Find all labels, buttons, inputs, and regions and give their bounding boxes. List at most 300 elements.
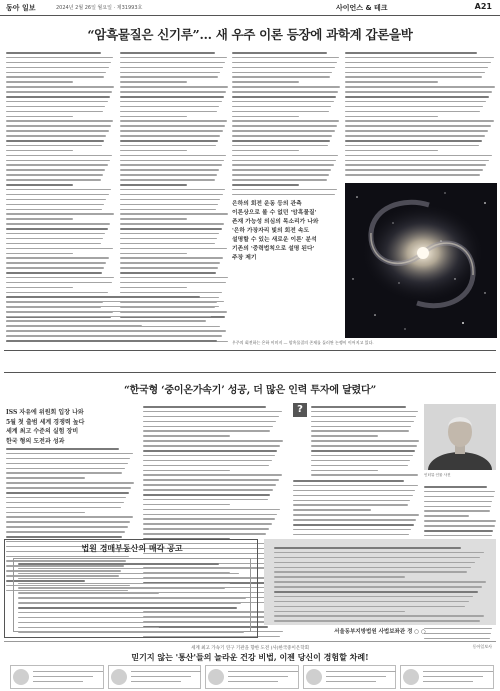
text-line — [120, 204, 218, 206]
text-line — [6, 204, 104, 206]
text-line — [311, 474, 418, 476]
text-line — [6, 125, 111, 127]
text-line — [6, 487, 131, 489]
text-line — [120, 67, 223, 69]
court-auction-table — [13, 558, 251, 632]
book-cover-icon — [13, 669, 29, 685]
article1-text-column-5 — [6, 296, 226, 345]
text-line — [232, 125, 337, 127]
text-line — [6, 72, 106, 74]
text-line — [143, 484, 276, 486]
text-line — [345, 67, 488, 69]
book-cover-icon — [208, 669, 224, 685]
text-line — [6, 57, 113, 59]
text-line — [6, 448, 119, 450]
text-line — [143, 421, 276, 423]
text-line — [232, 57, 339, 59]
advertisement-item — [303, 665, 397, 689]
text-line — [424, 496, 494, 498]
text-line — [6, 218, 73, 220]
text-line — [274, 567, 471, 569]
text-line — [6, 111, 103, 113]
text-line — [232, 130, 335, 132]
text-line — [18, 583, 230, 585]
text-line — [6, 492, 129, 494]
text-line — [6, 453, 133, 455]
text-line — [6, 238, 103, 240]
text-line — [120, 116, 187, 118]
text-line — [274, 596, 473, 598]
text-line — [232, 194, 335, 196]
text-line — [143, 411, 282, 413]
text-line — [311, 426, 411, 428]
notice-graphic-lines — [274, 547, 486, 625]
text-line — [6, 516, 133, 518]
text-line — [274, 606, 465, 608]
text-line — [120, 213, 228, 215]
text-line — [232, 150, 299, 152]
text-line — [232, 81, 299, 83]
text-line — [311, 470, 378, 472]
text-line — [311, 455, 413, 457]
text-line — [345, 145, 479, 147]
text-line — [143, 528, 269, 530]
text-line — [143, 440, 283, 442]
text-line — [293, 485, 418, 487]
text-line — [6, 482, 134, 484]
text-line — [345, 116, 438, 118]
text-line — [6, 184, 73, 186]
text-line — [424, 510, 490, 512]
text-line — [6, 116, 73, 118]
health-advertisement — [4, 641, 496, 689]
notice-signature: 서울동부지방법원 사법보좌관 정 ○ ○ — [334, 629, 426, 635]
text-line — [143, 430, 270, 432]
text-line — [293, 519, 416, 521]
text-line — [232, 189, 337, 191]
text-line — [120, 76, 218, 78]
advertisement-tagline: 세계 최고 가속기 연구 기관을 향한 도전 (사)한국중이온학회 — [191, 646, 309, 651]
text-line — [6, 301, 224, 303]
text-line — [345, 164, 486, 166]
text-line — [143, 504, 230, 506]
text-line — [274, 601, 469, 603]
text-line — [232, 184, 299, 186]
text-line — [6, 145, 102, 147]
text-line — [18, 568, 244, 570]
text-line — [143, 406, 266, 408]
text-line — [120, 86, 228, 88]
text-line — [120, 140, 218, 142]
section-divider — [4, 350, 496, 351]
text-line — [232, 155, 338, 157]
text-line — [6, 223, 110, 225]
text-line — [120, 96, 224, 98]
text-line — [424, 486, 487, 488]
text-line — [293, 529, 411, 531]
text-line — [232, 86, 340, 88]
text-line — [120, 243, 215, 245]
text-line — [120, 262, 220, 264]
text-line — [18, 607, 237, 609]
text-line — [6, 169, 105, 171]
text-line — [232, 101, 334, 103]
text-line — [293, 500, 410, 502]
text-line — [6, 199, 106, 201]
text-line — [120, 248, 227, 250]
text-line — [232, 76, 330, 78]
notice-graphic — [264, 539, 496, 625]
text-line — [345, 169, 483, 171]
text-line — [6, 340, 217, 342]
text-line — [18, 602, 241, 604]
text-line — [143, 450, 277, 452]
text-line — [120, 272, 216, 274]
page-number: A21 — [474, 2, 492, 11]
text-line — [143, 509, 280, 511]
text-line — [6, 287, 73, 289]
text-line — [345, 76, 482, 78]
text-line — [120, 223, 224, 225]
text-line — [6, 140, 104, 142]
text-line — [293, 490, 415, 492]
text-line — [6, 67, 109, 69]
book-cover-icon — [403, 669, 419, 685]
text-line — [120, 228, 222, 230]
text-line — [424, 501, 492, 503]
text-line — [120, 125, 225, 127]
text-line — [120, 150, 187, 152]
text-line — [424, 515, 469, 517]
text-line — [120, 253, 187, 255]
text-line — [6, 311, 215, 313]
text-line — [274, 547, 461, 549]
article1-text-column-4 — [345, 52, 495, 179]
book-cover-icon — [111, 669, 127, 685]
text-line — [6, 296, 200, 298]
text-line — [6, 62, 111, 64]
advertisement-headline: 믿기지 않는 '통산'들의 놀라운 건강 비법, 이젠 당신이 경험할 차례! — [131, 652, 369, 662]
text-line — [120, 179, 215, 181]
text-line — [345, 57, 494, 59]
text-line — [345, 140, 482, 142]
text-line — [232, 67, 335, 69]
text-line — [143, 523, 272, 525]
text-line — [6, 507, 121, 509]
portrait-photo — [424, 404, 496, 470]
text-line — [6, 243, 101, 245]
text-line — [345, 62, 491, 64]
text-line — [18, 597, 246, 599]
article2-headline: “한국형 ‘중이온가속기’ 성공, 더 많은 인력 투자에 달렸다” — [123, 385, 377, 396]
text-line — [232, 140, 330, 142]
text-line — [143, 499, 268, 501]
text-line — [232, 164, 334, 166]
section-divider — [4, 372, 496, 373]
text-line — [6, 101, 108, 103]
text-line — [18, 622, 223, 624]
text-line — [6, 155, 112, 157]
text-line — [120, 72, 220, 74]
text-line — [311, 440, 419, 442]
text-line — [6, 330, 226, 332]
text-line — [6, 164, 108, 166]
text-line — [6, 253, 73, 255]
galaxy-photo — [345, 183, 497, 338]
advertisement-item — [10, 665, 104, 689]
text-line — [311, 406, 406, 408]
text-line — [311, 465, 408, 467]
text-line — [424, 506, 491, 508]
text-line — [345, 130, 488, 132]
text-line — [232, 111, 329, 113]
text-line — [311, 460, 410, 462]
text-line — [120, 189, 225, 191]
text-line — [18, 631, 244, 633]
text-line — [232, 72, 332, 74]
text-line — [6, 52, 101, 54]
text-line — [6, 325, 142, 327]
text-line — [120, 52, 215, 54]
text-line — [6, 86, 114, 88]
text-line — [424, 520, 496, 522]
text-line — [6, 228, 108, 230]
text-line — [120, 282, 226, 284]
court-auction-rows — [18, 563, 246, 636]
text-line — [232, 174, 329, 176]
text-line — [6, 477, 85, 479]
text-line — [6, 316, 211, 318]
text-line — [6, 272, 102, 274]
text-line — [143, 533, 266, 535]
text-line — [232, 106, 331, 108]
text-line — [6, 306, 219, 308]
issue-date: 2024년 2월 26일 월요일 · 제31993호 — [56, 5, 143, 11]
text-line — [293, 524, 414, 526]
text-line — [120, 130, 223, 132]
text-line — [6, 179, 101, 181]
text-line — [274, 620, 480, 622]
text-line — [232, 52, 327, 54]
text-line — [311, 416, 416, 418]
text-line — [120, 164, 222, 166]
text-line — [6, 81, 73, 83]
text-line — [232, 116, 299, 118]
text-line — [120, 62, 225, 64]
text-line — [120, 267, 218, 269]
text-line — [143, 494, 270, 496]
text-line — [120, 169, 219, 171]
text-line — [6, 536, 122, 538]
text-line — [143, 460, 272, 462]
text-line — [345, 86, 495, 88]
text-line — [120, 91, 226, 93]
text-line — [6, 458, 130, 460]
text-line — [311, 421, 414, 423]
pullquote-line: 은하의 회전 운동 등의 관측 — [232, 201, 302, 207]
question-mark-icon: ? — [293, 403, 307, 417]
article1-pullquote — [232, 200, 345, 263]
text-line — [232, 179, 327, 181]
text-line — [6, 292, 108, 294]
text-line — [6, 262, 106, 264]
text-line — [274, 557, 480, 559]
text-line — [274, 562, 475, 564]
text-line — [143, 445, 280, 447]
book-cover-icon — [306, 669, 322, 685]
text-line — [6, 521, 130, 523]
advertiser-seal: 동아일보사 — [472, 644, 492, 649]
article2-subhead — [6, 408, 134, 446]
text-line — [18, 573, 239, 575]
text-line — [143, 455, 275, 457]
text-line — [143, 489, 273, 491]
subhead-line: 세계 최고 수준의 실험 장비 — [6, 428, 79, 436]
text-line — [120, 292, 222, 294]
subhead-line: 한국 형의 도전과 성과 — [6, 437, 65, 445]
text-line — [232, 160, 336, 162]
text-line — [311, 411, 418, 413]
section-title: 사이언스 & 테크 — [336, 4, 388, 12]
text-line — [6, 267, 104, 269]
text-line — [232, 120, 339, 122]
text-line — [6, 531, 125, 533]
text-line — [293, 534, 409, 536]
text-line — [424, 525, 495, 527]
text-line — [120, 218, 187, 220]
text-line — [18, 578, 235, 580]
pullquote-line: 기존의 '중력법칙으로 설명 된다' — [232, 246, 315, 252]
text-line — [120, 174, 217, 176]
text-line — [232, 62, 337, 64]
text-line — [232, 145, 328, 147]
text-line — [345, 101, 486, 103]
text-line — [293, 495, 413, 497]
subhead-line: 5월 첫 출범 세계 경쟁력 높다 — [6, 418, 85, 426]
text-line — [232, 91, 338, 93]
pullquote-line: '은하 가장자리 빛의 회전 속도 — [232, 228, 310, 234]
text-line — [232, 96, 336, 98]
article1-headline: “암흑물질은 신기루”… 새 우주 이론 등장에 과학계 갑론을박 — [87, 27, 413, 42]
text-line — [424, 491, 495, 493]
text-line — [6, 106, 105, 108]
pullquote-line: 존재 가능성 의심의 목소리가 나와 — [232, 219, 319, 225]
text-line — [6, 209, 102, 211]
text-line — [120, 184, 187, 186]
text-line — [143, 474, 282, 476]
text-line — [274, 552, 484, 554]
text-line — [232, 169, 331, 171]
pullquote-line: 설명할 수 있는 새로운 이론' 분석 — [232, 237, 317, 243]
article2-text-column-3 — [311, 406, 419, 479]
text-line — [424, 535, 492, 537]
text-line — [6, 174, 103, 176]
text-line — [120, 145, 216, 147]
text-line — [6, 463, 128, 465]
text-line — [424, 638, 490, 640]
text-line — [345, 160, 489, 162]
text-line — [293, 504, 408, 506]
text-line — [311, 435, 378, 437]
text-line — [6, 468, 125, 470]
text-line — [6, 189, 111, 191]
article1-text-column-3 — [232, 52, 340, 199]
text-line — [18, 563, 219, 565]
text-line — [120, 257, 223, 259]
text-line — [345, 125, 491, 127]
text-line — [120, 199, 220, 201]
text-line — [120, 238, 217, 240]
text-line — [18, 592, 159, 594]
text-line — [345, 174, 480, 176]
text-line — [120, 209, 216, 211]
text-line — [6, 257, 109, 259]
text-line — [274, 615, 484, 617]
text-line — [274, 571, 467, 573]
text-line — [120, 194, 223, 196]
text-line — [120, 57, 227, 59]
portrait-caption: 인터뷰 인물 사진 — [424, 473, 451, 477]
text-line — [345, 81, 438, 83]
text-line — [345, 106, 483, 108]
text-line — [18, 627, 159, 629]
text-line — [18, 617, 228, 619]
text-line — [311, 445, 417, 447]
text-line — [120, 160, 224, 162]
text-line — [6, 497, 126, 499]
text-line — [274, 576, 405, 578]
text-line — [6, 277, 114, 279]
text-line — [143, 479, 279, 481]
text-line — [143, 435, 230, 437]
text-line — [345, 150, 438, 152]
text-line — [143, 465, 269, 467]
text-line — [143, 426, 273, 428]
text-line — [6, 213, 114, 215]
text-line — [6, 233, 105, 235]
text-line — [120, 155, 226, 157]
text-line — [120, 233, 219, 235]
newspaper-name: 동아 일보 — [6, 4, 36, 12]
text-line — [120, 101, 222, 103]
text-line — [293, 514, 419, 516]
advertisement-items — [10, 665, 494, 689]
text-line — [120, 111, 217, 113]
text-line — [18, 612, 232, 614]
text-line — [120, 106, 219, 108]
text-line — [6, 472, 122, 474]
pullquote-line: 주장 제기 — [232, 255, 257, 261]
text-line — [6, 194, 109, 196]
text-line — [120, 287, 187, 289]
text-line — [311, 430, 409, 432]
text-line — [345, 72, 485, 74]
text-line — [143, 416, 279, 418]
text-line — [18, 587, 225, 589]
text-line — [293, 480, 404, 482]
text-line — [424, 530, 493, 532]
text-line — [274, 611, 405, 613]
text-line — [6, 282, 112, 284]
page-masthead — [0, 0, 500, 16]
text-line — [143, 514, 277, 516]
advertisement-item — [400, 665, 494, 689]
text-line — [345, 96, 489, 98]
text-line — [232, 135, 332, 137]
text-line — [311, 450, 415, 452]
text-line — [6, 135, 106, 137]
text-line — [345, 111, 480, 113]
